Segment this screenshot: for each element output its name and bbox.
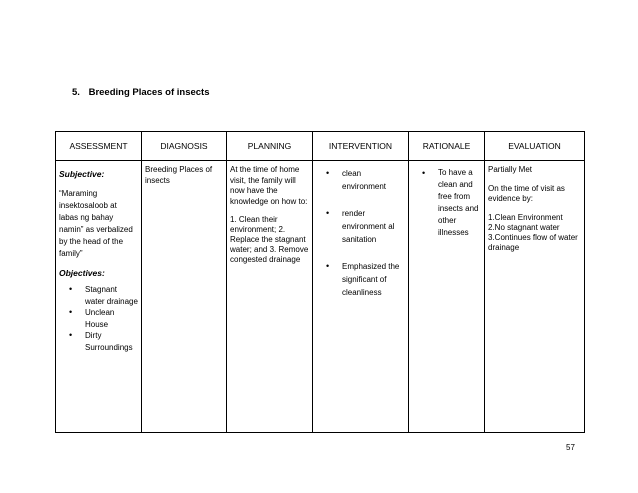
evaluation-items: 1.Clean Environment 2.No stagnant water 3.Continues flow of water drainage bbox=[488, 212, 578, 252]
header-rationale: RATIONALE bbox=[409, 132, 485, 161]
intervention-item: • render environment al sanitation bbox=[342, 207, 405, 246]
rationale-list bbox=[412, 167, 481, 239]
header-assessment: ASSESSMENT bbox=[56, 132, 142, 161]
objective-item: • Unclean House bbox=[85, 307, 138, 330]
diagnosis-text: Breeding Places of insects bbox=[145, 165, 213, 185]
objective-item: • Dirty Surroundings bbox=[85, 330, 138, 353]
evaluation-status: Partially Met bbox=[488, 165, 533, 174]
header-planning: PLANNING bbox=[227, 132, 313, 161]
table-header-row bbox=[56, 132, 585, 161]
intervention-list bbox=[316, 167, 405, 299]
objectives-label: Objectives: bbox=[59, 267, 105, 278]
header-intervention: INTERVENTION bbox=[313, 132, 409, 161]
section-title: Breeding Places of insects bbox=[88, 87, 210, 98]
header-diagnosis: DIAGNOSIS bbox=[142, 132, 227, 161]
header-evaluation: EVALUATION bbox=[485, 132, 585, 161]
planning-cell bbox=[227, 161, 313, 433]
intervention-item: • Emphasized the significant of cleanliness bbox=[342, 260, 405, 299]
evaluation-cell bbox=[485, 161, 585, 433]
objective-item: • Stagnant water drainage bbox=[85, 284, 138, 307]
planning-steps: 1. Clean their environment; 2. Replace the stagnant water; and 3. Remove congested drainage bbox=[230, 215, 309, 264]
planning-goal: At the time of home visit, the family will now have the knowledge on how to: bbox=[230, 165, 308, 206]
subjective-label: Subjective: bbox=[59, 169, 105, 179]
rationale-cell bbox=[409, 161, 485, 433]
page-number: 57 bbox=[566, 443, 575, 452]
section-number: 5. bbox=[72, 87, 80, 98]
objectives-list bbox=[59, 284, 138, 353]
intervention-item: • clean environment bbox=[342, 167, 405, 193]
intervention-cell bbox=[313, 161, 409, 433]
rationale-item: • To have a clean and free from insects and other illnesses bbox=[438, 167, 481, 239]
assessment-cell bbox=[56, 161, 142, 433]
subjective-quote: “Maraming insektosaloob at labas ng bahay namin” as verbalized by the head of the family” bbox=[59, 188, 133, 258]
evaluation-intro: On the time of visit as evidence by: bbox=[488, 183, 565, 203]
nursing-care-plan-table bbox=[55, 131, 585, 433]
diagnosis-cell bbox=[142, 161, 227, 433]
table-row bbox=[56, 161, 585, 433]
section-heading bbox=[72, 87, 210, 98]
